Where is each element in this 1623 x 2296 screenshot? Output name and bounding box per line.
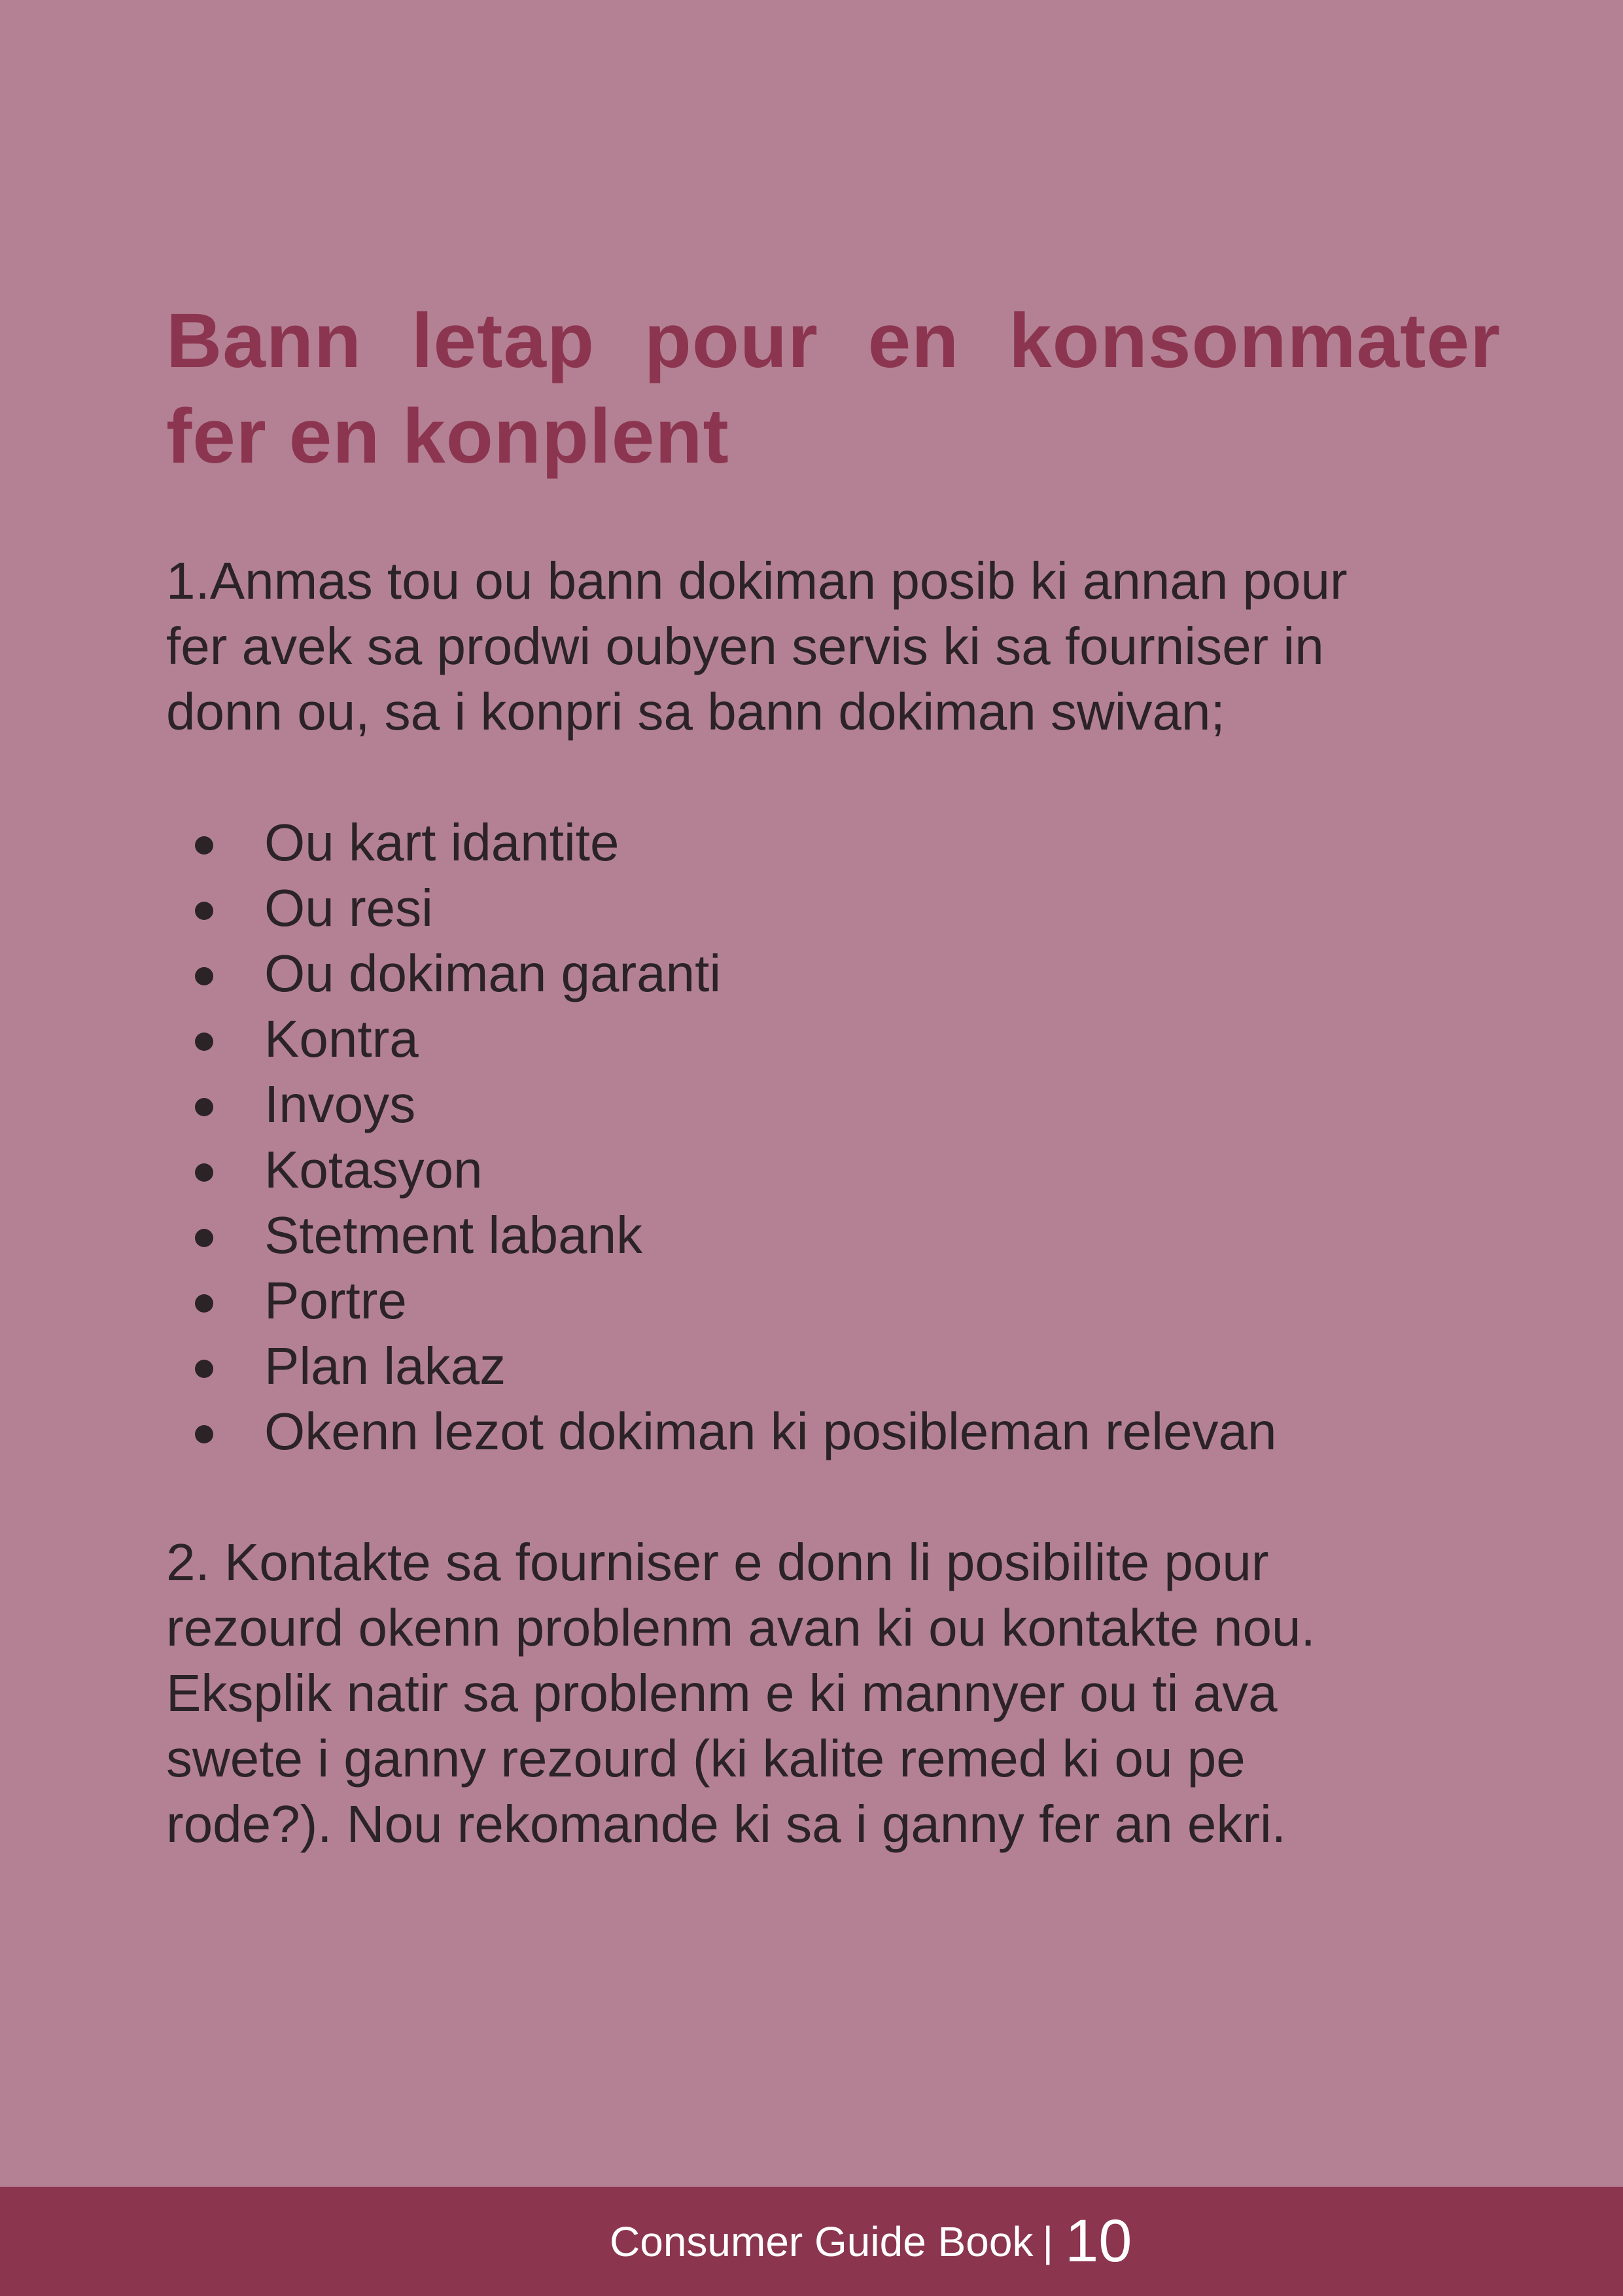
list-item-label: Plan lakaz xyxy=(264,1337,506,1395)
bullet-icon xyxy=(195,1163,213,1182)
list-item xyxy=(166,1268,1277,1333)
footer-label: Consumer Guide Book xyxy=(610,2217,1034,2265)
bullet-icon xyxy=(195,1098,213,1116)
bullet-icon xyxy=(195,902,213,920)
list-item-label: Kontra xyxy=(264,1010,419,1068)
bullet-icon xyxy=(195,1425,213,1443)
list-item-label: Ou dokiman garanti xyxy=(264,944,722,1002)
list-item-label: Kotasyon xyxy=(264,1140,483,1199)
list-item xyxy=(166,810,1277,875)
list-item xyxy=(166,941,1277,1006)
list-item xyxy=(166,1006,1277,1072)
list-item xyxy=(166,1137,1277,1203)
bullet-icon xyxy=(195,1033,213,1051)
footer-text xyxy=(610,2187,1132,2296)
step-2-paragraph: 2. Kontakte sa fourniser e donn li posibilite pour rezourd okenn problenm avan ki ou kontakte nou. Eksplik natir sa problenm e ki mannyer ou ti ava swete i ganny rezourd (ki kalite remed ki ou pe rode?). Nou rekomande ki sa i ganny fer an ekri. xyxy=(166,1533,1316,1853)
list-item-label: Stetment labank xyxy=(264,1206,643,1264)
list-item-label: Invoys xyxy=(264,1075,416,1133)
list-item xyxy=(166,875,1277,941)
list-item xyxy=(166,1072,1277,1137)
bullet-icon xyxy=(195,1360,213,1378)
footer-bar xyxy=(0,2187,1623,2296)
bullet-icon xyxy=(195,836,213,855)
footer-separator: | xyxy=(1042,2217,1054,2265)
bullet-icon xyxy=(195,967,213,985)
page-title: Bann letap pour en konsonmater fer en konplent xyxy=(166,298,1501,480)
step-1-paragraph: 1.Anmas tou ou bann dokiman posib ki annan pour fer avek sa prodwi oubyen servis ki sa fourniser in donn ou, sa i konpri sa bann dokiman swivan; xyxy=(166,552,1348,741)
bullet-icon xyxy=(195,1294,213,1313)
page-number: 10 xyxy=(1065,2208,1132,2274)
bullet-icon xyxy=(195,1229,213,1247)
list-item-label: Okenn lezot dokiman ki posibleman relevan xyxy=(264,1402,1277,1460)
list-item xyxy=(166,1399,1277,1464)
document-list xyxy=(166,810,1277,1464)
list-item xyxy=(166,1203,1277,1268)
list-item-label: Ou resi xyxy=(264,879,433,937)
list-item xyxy=(166,1333,1277,1399)
list-item-label: Ou kart idantite xyxy=(264,813,620,872)
list-item-label: Portre xyxy=(264,1271,407,1330)
